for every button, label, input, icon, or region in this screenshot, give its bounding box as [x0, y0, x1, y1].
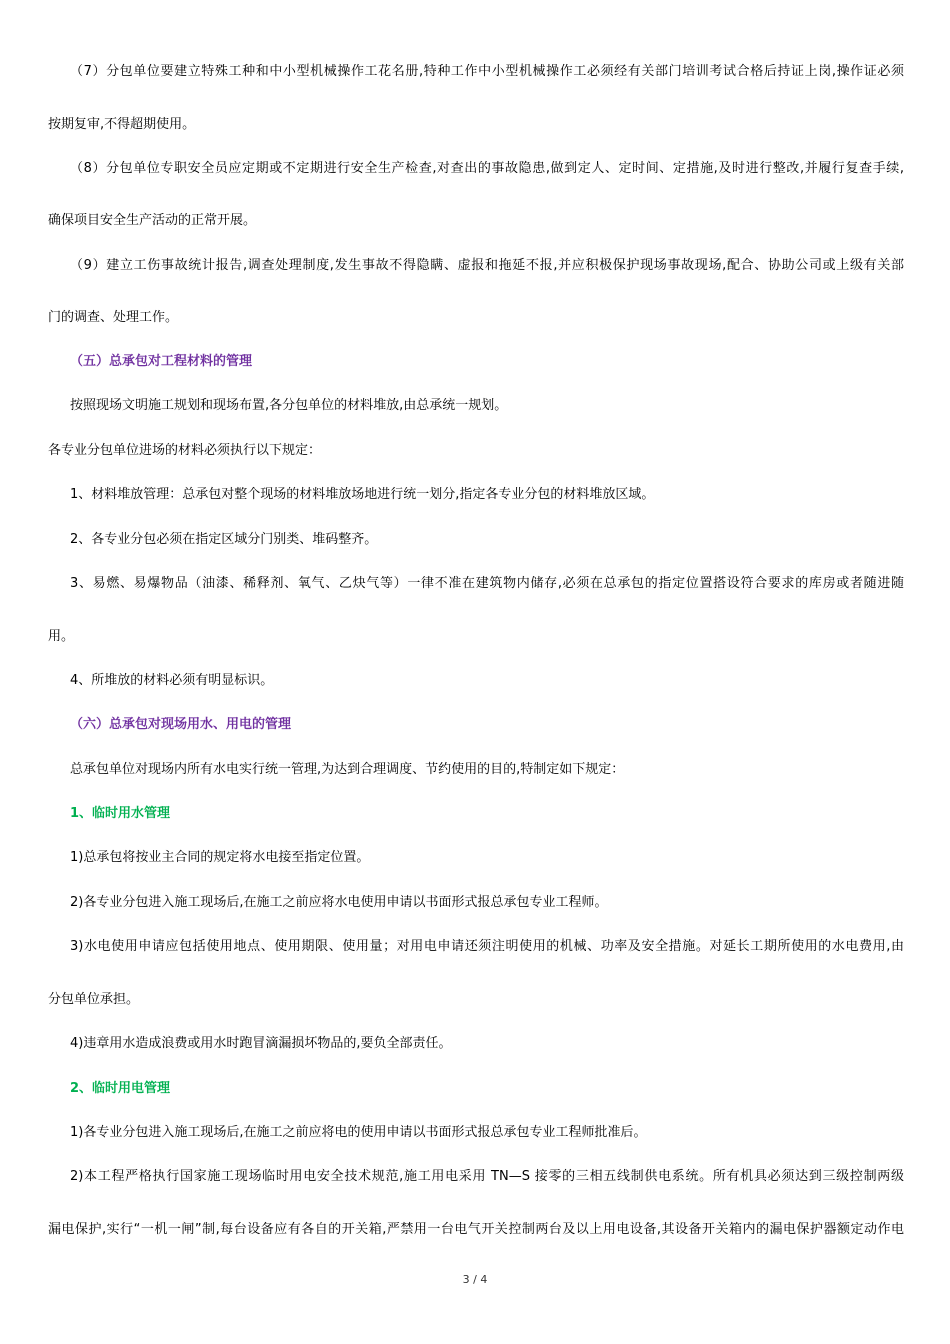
water-rule-3-line-2: 分包单位承担。: [48, 992, 140, 1007]
water-rule-1: 1)总承包将按业主合同的规定将水电接至指定位置。: [70, 850, 370, 865]
subheading-temporary-water: 1、临时用水管理: [70, 806, 171, 821]
power-rule-1: 1)各专业分包进入施工现场后,在施工之前应将电的使用申请以书面形式报总承包专业工程师批准后。: [70, 1125, 647, 1140]
water-rule-4: 4)违章用水造成浪费或用水时跑冒滴漏损坏物品的,要负全部责任。: [70, 1036, 452, 1051]
paragraph-7-line-2: 按期复审,不得超期使用。: [48, 117, 196, 132]
page-number: 3 / 4: [462, 1273, 488, 1286]
section-heading-materials: （五）总承包对工程材料的管理: [70, 354, 253, 369]
materials-intro: 按照现场文明施工规划和现场布置,各分包单位的材料堆放,由总承统一规划。: [70, 398, 508, 413]
water-rule-2: 2)各专业分包进入施工现场后,在施工之前应将水电使用申请以书面形式报总承包专业工程师。: [70, 895, 608, 910]
paragraph-9-line-2: 门的调查、处理工作。: [48, 310, 179, 325]
subheading-temporary-power: 2、临时用电管理: [70, 1081, 171, 1096]
materials-rule-2: 2、各专业分包必须在指定区域分门别类、堆码整齐。: [70, 532, 378, 547]
materials-rule-1: 1、材料堆放管理：总承包对整个现场的材料堆放场地进行统一划分,指定各专业分包的材料堆放区域。: [70, 487, 655, 502]
paragraph-8-line-2: 确保项目安全生产活动的正常开展。: [48, 213, 257, 228]
materials-rule-3-line-1: 3、易燃、易爆物品（油漆、稀释剂、氧气、乙炔气等）一律不准在建筑物内储存,必须在总承包的指定位置搭设符合要求的库房或者随进随: [70, 576, 904, 591]
power-rule-2-line-1: 2)本工程严格执行国家施工现场临时用电安全技术规范,施工用电采用 TN—S 接零的三相五线制供电系统。所有机具必须达到三级控制两级: [70, 1169, 904, 1184]
materials-rules-lead: 各专业分包单位进场的材料必须执行以下规定：: [48, 443, 322, 458]
materials-rule-3-line-2: 用。: [48, 629, 75, 644]
utilities-intro: 总承包单位对现场内所有水电实行统一管理,为达到合理调度、节约使用的目的,特制定如下规定：: [70, 762, 625, 777]
section-heading-utilities: （六）总承包对现场用水、用电的管理: [70, 717, 292, 732]
materials-rule-4: 4、所堆放的材料必须有明显标识。: [70, 673, 274, 688]
paragraph-9-line-1: （9）建立工伤事故统计报告,调查处理制度,发生事故不得隐瞒、虚报和拖延不报,并应积极保护现场事故现场,配合、协助公司或上级有关部: [70, 258, 904, 273]
power-rule-2-line-2: 漏电保护,实行“一机一闸”制,每台设备应有各自的开关箱,严禁用一台电气开关控制两台及以上用电设备,其设备开关箱内的漏电保护器额定动作电: [48, 1222, 904, 1237]
paragraph-8-line-1: （8）分包单位专职安全员应定期或不定期进行安全生产检查,对查出的事故隐患,做到定人、定时间、定措施,及时进行整改,并履行复查手续,: [70, 161, 904, 176]
paragraph-7-line-1: （7）分包单位要建立特殊工种和中小型机械操作工花名册,特种工作中小型机械操作工必须经有关部门培训考试合格后持证上岗,操作证必须: [70, 64, 904, 79]
water-rule-3-line-1: 3)水电使用申请应包括使用地点、使用期限、使用量；对用电申请还须注明使用的机械、功率及安全措施。对延长工期所使用的水电费用,由: [70, 939, 904, 954]
